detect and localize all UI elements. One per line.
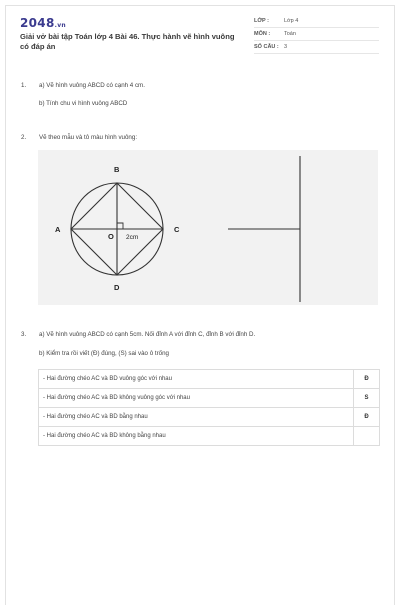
table-row: [39, 427, 379, 446]
meta-count-value: 3: [284, 44, 288, 50]
statement-text: - Hai đường chéo AC và BD bằng nhau: [43, 414, 148, 420]
meta-subject-value: Toán: [284, 31, 296, 37]
label-b: B: [114, 165, 120, 174]
statement-text: - Hai đường chéo AC và BD vuông góc với nhau: [43, 376, 172, 382]
meta-subject-label: MÔN :: [254, 31, 271, 37]
table-row: [39, 370, 379, 389]
q1-part-b: b) Tính chu vi hình vuông ABCD: [39, 100, 128, 107]
meta-class-value: Lớp 4: [284, 18, 299, 24]
logo-text: 2048: [20, 16, 55, 30]
q2-number: 2.: [21, 134, 27, 141]
label-d: D: [114, 283, 120, 292]
logo-suffix: .vn: [54, 22, 66, 29]
table-row: [39, 389, 379, 408]
table-row: [39, 408, 379, 427]
label-o: O: [108, 232, 114, 241]
answer-box[interactable]: Đ: [353, 408, 379, 426]
meta-class-label: LỚP :: [254, 18, 269, 24]
divider: [254, 53, 379, 54]
site-logo[interactable]: [20, 16, 66, 30]
q3-part-b: b) Kiểm tra rồi viết (Đ) đúng, (S) sai vào ô trống: [39, 350, 169, 357]
right-angle-mark: [117, 223, 123, 229]
answer-box[interactable]: Đ: [353, 370, 379, 388]
q1-number: 1.: [21, 82, 27, 89]
figure-canvas: [38, 150, 378, 305]
divider: [254, 27, 379, 28]
label-c: C: [174, 225, 180, 234]
figure-panel: [38, 150, 378, 305]
answer-box[interactable]: S: [353, 389, 379, 407]
q3-part-a: a) Vẽ hình vuông ABCD có cạnh 5cm. Nối đỉnh A với đỉnh C, đỉnh B với đỉnh D.: [39, 331, 256, 338]
statement-text: - Hai đường chéo AC và BD không bằng nhau: [43, 433, 166, 439]
q3-number: 3.: [21, 331, 27, 338]
divider: [254, 40, 379, 41]
q1-part-a: a) Vẽ hình vuông ABCD có cạnh 4 cm.: [39, 82, 145, 89]
statement-text: - Hai đường chéo AC và BD không vuông góc với nhau: [43, 395, 190, 401]
q2-text: Vẽ theo mẫu và tô màu hình vuông:: [39, 134, 138, 141]
meta-count-label: SỐ CÂU :: [254, 44, 279, 50]
page-title: Giải vở bài tập Toán lớp 4 Bài 46. Thực hành vẽ hình vuông có đáp án: [20, 32, 235, 51]
label-a: A: [55, 225, 61, 234]
true-false-table: [38, 369, 380, 446]
label-radius: 2cm: [126, 234, 139, 241]
answer-box[interactable]: [353, 427, 379, 445]
